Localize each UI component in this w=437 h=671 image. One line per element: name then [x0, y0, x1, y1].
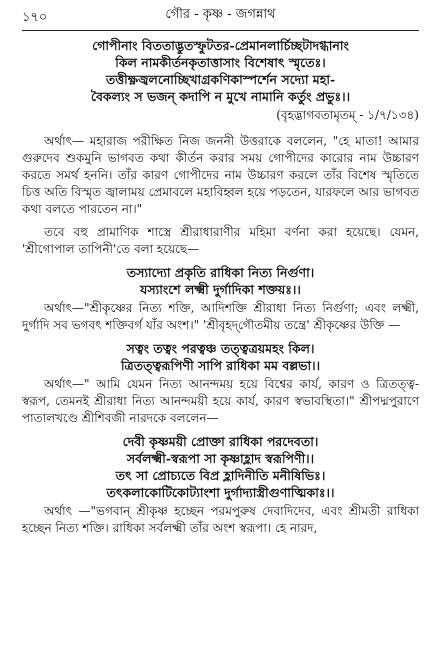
verse-line: কিল নামকীর্তনকৃতাত্তাসাং বিশেষাৎ স্মৃতেঃ।: [115, 55, 326, 70]
page-number: ১৭০: [22, 10, 48, 25]
paragraph-translation-5: অর্থাৎ —"ভগবান্ শ্রীকৃষ্ণ হচ্ছেন পরমপুরুষ দেবাদিদেব, এবং শ্রীমতী রাধিকা হচ্ছেন নিত্য শক্তি। রাধিকা সর্বলক্ষ্মী তাঁর অংশ স্বরূপা। হে নারদ,: [22, 504, 419, 535]
running-title: গৌর - কৃষ্ণ - জগন্নাথ: [165, 6, 276, 22]
verse-line: তৎকলাকোটিকোট্যাংশা দুর্গাদ্যাস্ত্রীগুণাত্মিকাঃ।।: [106, 485, 335, 500]
header-rule: [22, 30, 419, 31]
verse-line: যস্যাংশে লক্ষ্মী দুর্গাদিকা শক্তয়ঃ।।: [140, 282, 301, 297]
verse-line: সর্বলক্ষ্মী-স্বরূপা সা কৃষ্ণাহ্লাদ স্বরূপিণী।।: [126, 451, 315, 466]
verse-block-3: [22, 340, 419, 374]
paragraph-translation-3: অর্থাৎ—"শ্রীকৃষ্ণের নিত্য শক্তি, আদিশক্তি শ্রীরাধা নিত্য নির্গুণা; এবং লক্ষ্মী, দুর্গাদি সব ভগবৎ শক্তিবর্গ যাঁর অংশ।" 'শ্রীবৃহদ্‌গৌতমীয় তন্ত্রে' শ্রীকৃষ্ণের উক্তি —: [22, 301, 419, 332]
verse-block-2: [22, 264, 419, 298]
paragraph-translation-1: অর্থাৎ— মহারাজ পরীক্ষিত নিজ জননী উত্তরাকে বললেন, "হে মাতা! আমার গুরুদেব শুকমুনি ভাগবত কথা কীর্তন করার সময় গোপীদের কারোর নাম উচ্চারণ করতে সমর্থ হননি। তাঁর কারণ গোপীদের নাম উচ্চারণ করলে তাঁর বিশেষ স্মৃতিতে চিত্ত অতি বিস্মৃত জ্বালাময় প্রেমাবলে মহাবিহ্বল হয়ে পড়তেন, যারফলে আর ভাগবত কথা বলতে পারতেন না।": [22, 134, 419, 216]
verse-line: তত্তীক্ষ্ণজ্বলনোচ্ছিখাগ্রকণিকাস্পর্শেন সদ্যো মহা-: [105, 72, 336, 87]
verse-block-4: [22, 433, 419, 501]
verse-line: গোপীনাং বিততাদ্ভুতস্ফুটতর-প্রেমানলার্চিচ্ছটাদগ্ধানাং: [92, 38, 349, 53]
page-header: [22, 0, 419, 30]
verse-line: সত্বং তত্বং পরত্বঞ্চ তত্ত্বত্রয়মহং কিল।: [126, 341, 315, 356]
verse-block-1: [22, 37, 419, 105]
paragraph-intro-2: তবে বহু প্রামাণিক শাস্ত্রে শ্রীরাধারাণীর মহিমা বর্ণনা করা হয়েছে। যেমন, 'শ্রীগোপাল তাপিনী'তে বলা হয়েছে—: [22, 225, 419, 256]
verse-line: ত্রিতত্ত্বরূপিণী সাপি রাধিকা মম বল্লভা।।: [120, 358, 321, 373]
verse-line: বৈকল্যং স ভজন্ কদাপি ন মুখে নামানি কর্তুং প্রভুঃ।।: [90, 89, 351, 104]
verse-line: তস্যাদ্যো প্রকৃতি রাধিকা নিত্য নির্গুণা।: [126, 265, 315, 280]
verse-line: দেবী কৃষ্ণময়ী প্রোক্তা রাধিকা পরদেবতা।: [122, 434, 319, 449]
verse-reference: (বৃহদ্ভাগবতামৃতম্ - ১/৭/১৩৪): [276, 108, 419, 122]
paragraph-translation-4: অর্থাৎ—" আমি যেমন নিত্য আনন্দময় হয়ে বিশ্বের কার্য, কারণ ও ত্রিতত্ত্ব-স্বরূপ, তেমনই শ্রীরাধা নিত্য আনন্দময়ী হয়ে কার্য, কারণ স্বভাবস্থিতা।" শ্রীপদ্মপুরাণে পাতালখণ্ডে শ্রীশিবজী নারদকে বললেন—: [22, 377, 419, 425]
verse-line: তৎ সা প্রোচ্যতে বিপ্র হ্লাদিনীতি মনীষিভিঃ।: [115, 468, 326, 483]
